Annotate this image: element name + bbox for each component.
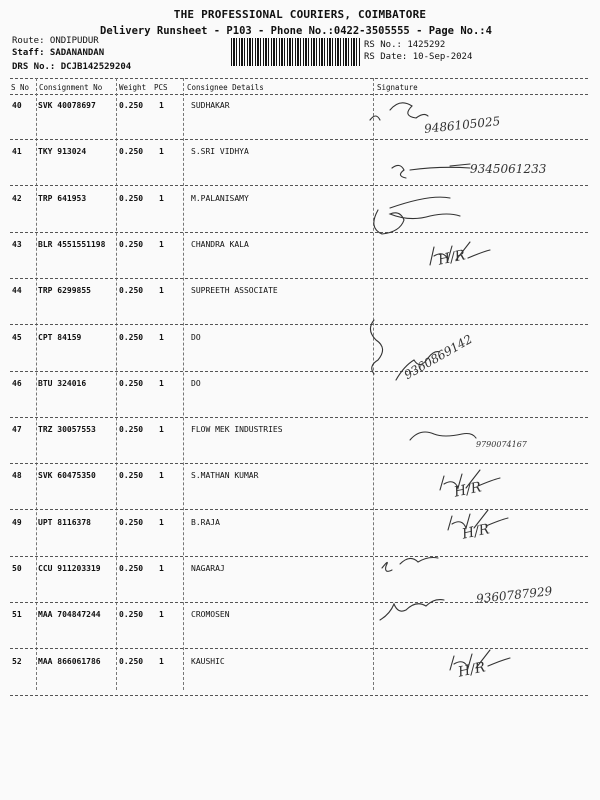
handwritten-phone-45: 9360869142 bbox=[401, 331, 475, 383]
col-divider bbox=[36, 78, 37, 690]
table-top-rule bbox=[10, 78, 588, 79]
row-weight: 0.250 bbox=[119, 240, 144, 249]
row-consignee: SUPREETH ASSOCIATE bbox=[191, 286, 278, 295]
column-header-weight: Weight bbox=[119, 83, 147, 92]
row-sno: 51 bbox=[12, 610, 22, 619]
signature-mark bbox=[374, 197, 460, 234]
row-sno: 50 bbox=[12, 564, 22, 573]
row-pcs: 1 bbox=[159, 564, 164, 573]
row-consignee: NAGARAJ bbox=[191, 564, 225, 573]
row-sno: 49 bbox=[12, 518, 22, 527]
row-pcs: 1 bbox=[159, 333, 164, 342]
col-divider bbox=[183, 78, 184, 690]
handwritten-phone-50: 9360787929 bbox=[475, 584, 553, 606]
barcode bbox=[231, 38, 360, 66]
row-pcs: 1 bbox=[159, 379, 164, 388]
row-sno: 42 bbox=[12, 194, 22, 203]
row-weight: 0.250 bbox=[119, 657, 144, 666]
row-weight: 0.250 bbox=[119, 471, 144, 480]
row-pcs: 1 bbox=[159, 147, 164, 156]
row-pcs: 1 bbox=[159, 286, 164, 295]
signature-mark bbox=[370, 320, 382, 374]
row-weight: 0.250 bbox=[119, 194, 144, 203]
handwritten-phone-40: 9486105025 bbox=[423, 114, 501, 136]
staff-label: Staff: SADANANDAN bbox=[12, 48, 105, 58]
runsheet-subtitle: Delivery Runsheet - P103 - Phone No.:0422-3505555 - Page No.:4 bbox=[100, 25, 492, 37]
row-sno: 46 bbox=[12, 379, 22, 388]
row-weight: 0.250 bbox=[119, 518, 144, 527]
row-consignee: KAUSHIC bbox=[191, 657, 225, 666]
row-consignment-no: MAA 866061786 bbox=[38, 657, 101, 666]
handwritten-phone-41: 9345061233 bbox=[470, 162, 547, 176]
row-sno: 48 bbox=[12, 471, 22, 480]
signature-mark bbox=[380, 600, 444, 620]
row-pcs: 1 bbox=[159, 610, 164, 619]
row-sno: 40 bbox=[12, 101, 22, 110]
row-pcs: 1 bbox=[159, 101, 164, 110]
row-consignee: CROMOSEN bbox=[191, 610, 230, 619]
column-header-consignee: Consignee Details bbox=[187, 83, 264, 92]
row-weight: 0.250 bbox=[119, 564, 144, 573]
row-weight: 0.250 bbox=[119, 101, 144, 110]
row-consignment-no: TRP 641953 bbox=[38, 194, 87, 203]
row-consignee: S.MATHAN KUMAR bbox=[191, 471, 259, 480]
row-sno: 43 bbox=[12, 240, 22, 249]
row-pcs: 1 bbox=[159, 471, 164, 480]
handwritten-phone-47: 9790074167 bbox=[476, 440, 527, 449]
signature-scribbles bbox=[360, 90, 595, 700]
row-pcs: 1 bbox=[159, 425, 164, 434]
row-sno: 41 bbox=[12, 147, 22, 156]
row-weight: 0.250 bbox=[119, 333, 144, 342]
column-header-signature: Signature bbox=[377, 83, 418, 92]
row-consignment-no: CCU 911203319 bbox=[38, 564, 101, 573]
rs-number: RS No.: 1425292 bbox=[364, 40, 446, 50]
row-consignee: DO bbox=[191, 379, 201, 388]
row-consignee: B.RAJA bbox=[191, 518, 220, 527]
row-consignment-no: TKY 913024 bbox=[38, 147, 87, 156]
row-pcs: 1 bbox=[159, 518, 164, 527]
row-sno: 47 bbox=[12, 425, 22, 434]
signature-mark bbox=[392, 164, 470, 178]
row-sno: 45 bbox=[12, 333, 22, 342]
handwritten-hr-49: H/R bbox=[460, 521, 491, 543]
column-header-pcs: PCS bbox=[154, 83, 168, 92]
signature-mark bbox=[370, 103, 428, 120]
row-pcs: 1 bbox=[159, 657, 164, 666]
signature-mark bbox=[382, 558, 438, 572]
row-sno: 44 bbox=[12, 286, 22, 295]
row-consignee: SUDHAKAR bbox=[191, 101, 230, 110]
drs-number: DRS No.: DCJB142529204 bbox=[12, 62, 132, 72]
row-consignee: FLOW MEK INDUSTRIES bbox=[191, 425, 283, 434]
row-consignment-no: TRZ 30057553 bbox=[38, 425, 96, 434]
handwritten-hr-43: H/R bbox=[436, 247, 467, 269]
column-header-sno: S No bbox=[11, 83, 30, 92]
row-consignment-no: BLR 4551551198 bbox=[38, 240, 106, 249]
row-consignee: DO bbox=[191, 333, 201, 342]
handwritten-hr-48: H/R bbox=[452, 479, 483, 501]
row-consignment-no: CPT 84159 bbox=[38, 333, 82, 342]
row-pcs: 1 bbox=[159, 194, 164, 203]
row-weight: 0.250 bbox=[119, 425, 144, 434]
col-divider bbox=[116, 78, 117, 690]
row-consignment-no: MAA 704847244 bbox=[38, 610, 101, 619]
row-sno: 52 bbox=[12, 657, 22, 666]
row-consignment-no: SVK 60475350 bbox=[38, 471, 96, 480]
row-pcs: 1 bbox=[159, 240, 164, 249]
signature-mark bbox=[410, 432, 476, 440]
rs-date: RS Date: 10-Sep-2024 bbox=[364, 52, 473, 62]
row-consignee: M.PALANISAMY bbox=[191, 194, 249, 203]
company-title: THE PROFESSIONAL COURIERS, COIMBATORE bbox=[173, 8, 427, 21]
row-consignee: CHANDRA KALA bbox=[191, 240, 249, 249]
row-consignment-no: TRP 6299855 bbox=[38, 286, 91, 295]
row-weight: 0.250 bbox=[119, 286, 144, 295]
row-consignment-no: BTU 324016 bbox=[38, 379, 87, 388]
row-consignee: S.SRI VIDHYA bbox=[191, 147, 249, 156]
row-weight: 0.250 bbox=[119, 379, 144, 388]
handwritten-hr-52: H/R bbox=[456, 659, 487, 681]
row-weight: 0.250 bbox=[119, 610, 144, 619]
column-header-consignment: Consignment No bbox=[39, 83, 103, 92]
route-label: Route: ONDIPUDUR bbox=[12, 36, 99, 46]
row-consignment-no: UPT 8116378 bbox=[38, 518, 91, 527]
row-weight: 0.250 bbox=[119, 147, 144, 156]
row-consignment-no: SVK 40078697 bbox=[38, 101, 96, 110]
